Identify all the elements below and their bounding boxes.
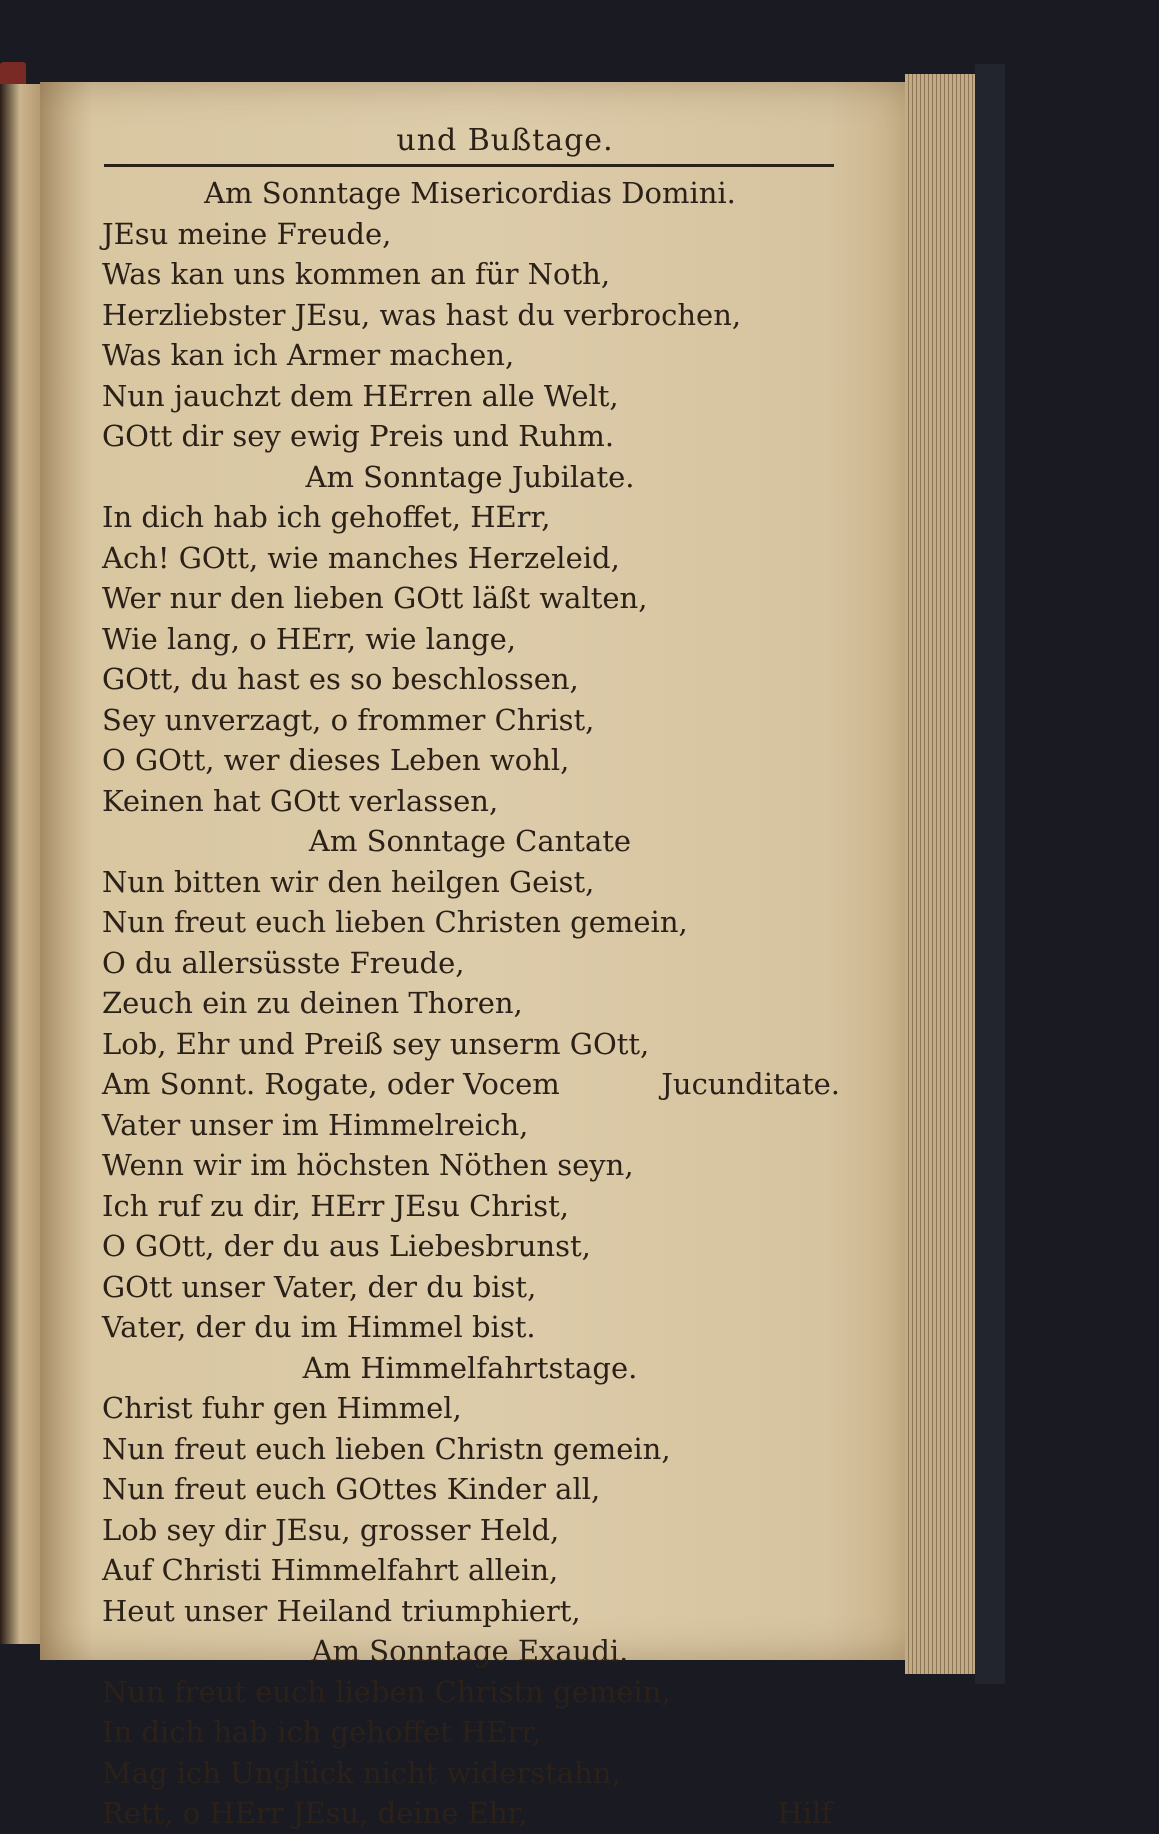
hymn-line: Mag ich Unglück nicht widerstahn, [102,1755,621,1790]
hymn-line: Wer nur den lieben GOtt läßt walten, [102,581,648,615]
hymn-line: GOtt dir sey ewig Preis und Ruhm. [102,419,615,453]
page-content [100,120,840,1834]
hymn-line: Nun jauchzt dem HErren alle Welt, [102,378,619,413]
hymn-line: Was kan uns kommen an für Noth, [102,257,611,291]
last-line-row [100,1793,840,1834]
hymn-line: Vater, der du im Himmel bist. [102,1310,536,1344]
hymn-line: Rett, o HErr JEsu, deine Ehr, [102,1796,528,1830]
hymn-line: Keinen hat GOtt verlassen, [102,783,499,818]
hymn-line: Nun freut euch lieben Christen gemein, [102,905,688,939]
section-heading: Am Sonntage Jubilate. [305,459,635,494]
section-heading [100,1064,840,1105]
page-stack-edge [905,74,975,1674]
hymn-line: Wie lang, o HErr, wie lange, [102,621,516,656]
hymn-line: Zeuch ein zu deinen Thoren, [102,986,523,1020]
section-heading: Am Sonntage Exaudi. [311,1634,629,1668]
hymn-line: Lob sey dir JEsu, grosser Held, [102,1512,560,1547]
hymn-line: O GOtt, der du aus Liebesbrunst, [102,1229,591,1263]
hymn-line: Nun bitten wir den heilgen Geist, [102,864,595,899]
hymn-line: GOtt, du hast es so beschlossen, [102,662,579,696]
section-heading-left: Am Sonnt. Rogate, oder Vocem [102,1067,560,1101]
hymn-line: In dich hab ich gehoffet, HErr, [102,500,551,534]
hymn-line: Heut unser Heiland triumphiert, [102,1593,581,1628]
hymn-line: In dich hab ich gehoffet HErr, [102,1715,542,1749]
hymn-line: Christ fuhr gen Himmel, [102,1391,462,1425]
hymn-line: O GOtt, wer dieses Leben wohl, [102,743,570,777]
hymn-line: JEsu meine Freude, [102,216,392,251]
hymn-line: Nun freut euch lieben Christn gemein, [102,1431,671,1466]
hymn-line: Herzliebster JEsu, was hast du verbrochen, [102,297,742,332]
hymn-line: GOtt unser Vater, der du bist, [102,1269,537,1304]
hymn-line: Wenn wir im höchsten Nöthen seyn, [102,1148,634,1182]
hymn-line: Nun freut euch lieben Christn gemein, [102,1674,671,1709]
hymn-line: Auf Christi Himmelfahrt allein, [102,1553,559,1587]
hymn-line: O du allersüsste Freude, [102,945,465,980]
hymn-line: Ich ruf zu dir, HErr JEsu Christ, [102,1188,569,1223]
hymn-line: Was kan ich Armer machen, [102,338,515,372]
hymn-line: Nun freut euch GOttes Kinder all, [102,1472,601,1506]
section-heading-right: Jucunditate. [661,1067,840,1101]
running-head: und Bußtage. [396,123,614,158]
header-rule [104,164,834,167]
section-heading: Am Himmelfahrtstage. [302,1350,638,1385]
section-heading: Am Sonntage Cantate [308,824,632,858]
hymn-line: Lob, Ehr und Preiß sey unserm GOtt, [102,1026,650,1061]
hymn-line: Ach! GOtt, wie manches Herzeleid, [102,540,620,575]
hymn-line: Sey unverzagt, o frommer Christ, [102,702,595,737]
section-heading: Am Sonntage Misericordias Domini. [204,176,736,210]
book-cover-edge [975,64,1005,1684]
facing-page-edge [0,84,40,1644]
catchword: Hilf [777,1796,832,1830]
hymn-line: Vater unser im Himmelreich, [102,1107,529,1142]
